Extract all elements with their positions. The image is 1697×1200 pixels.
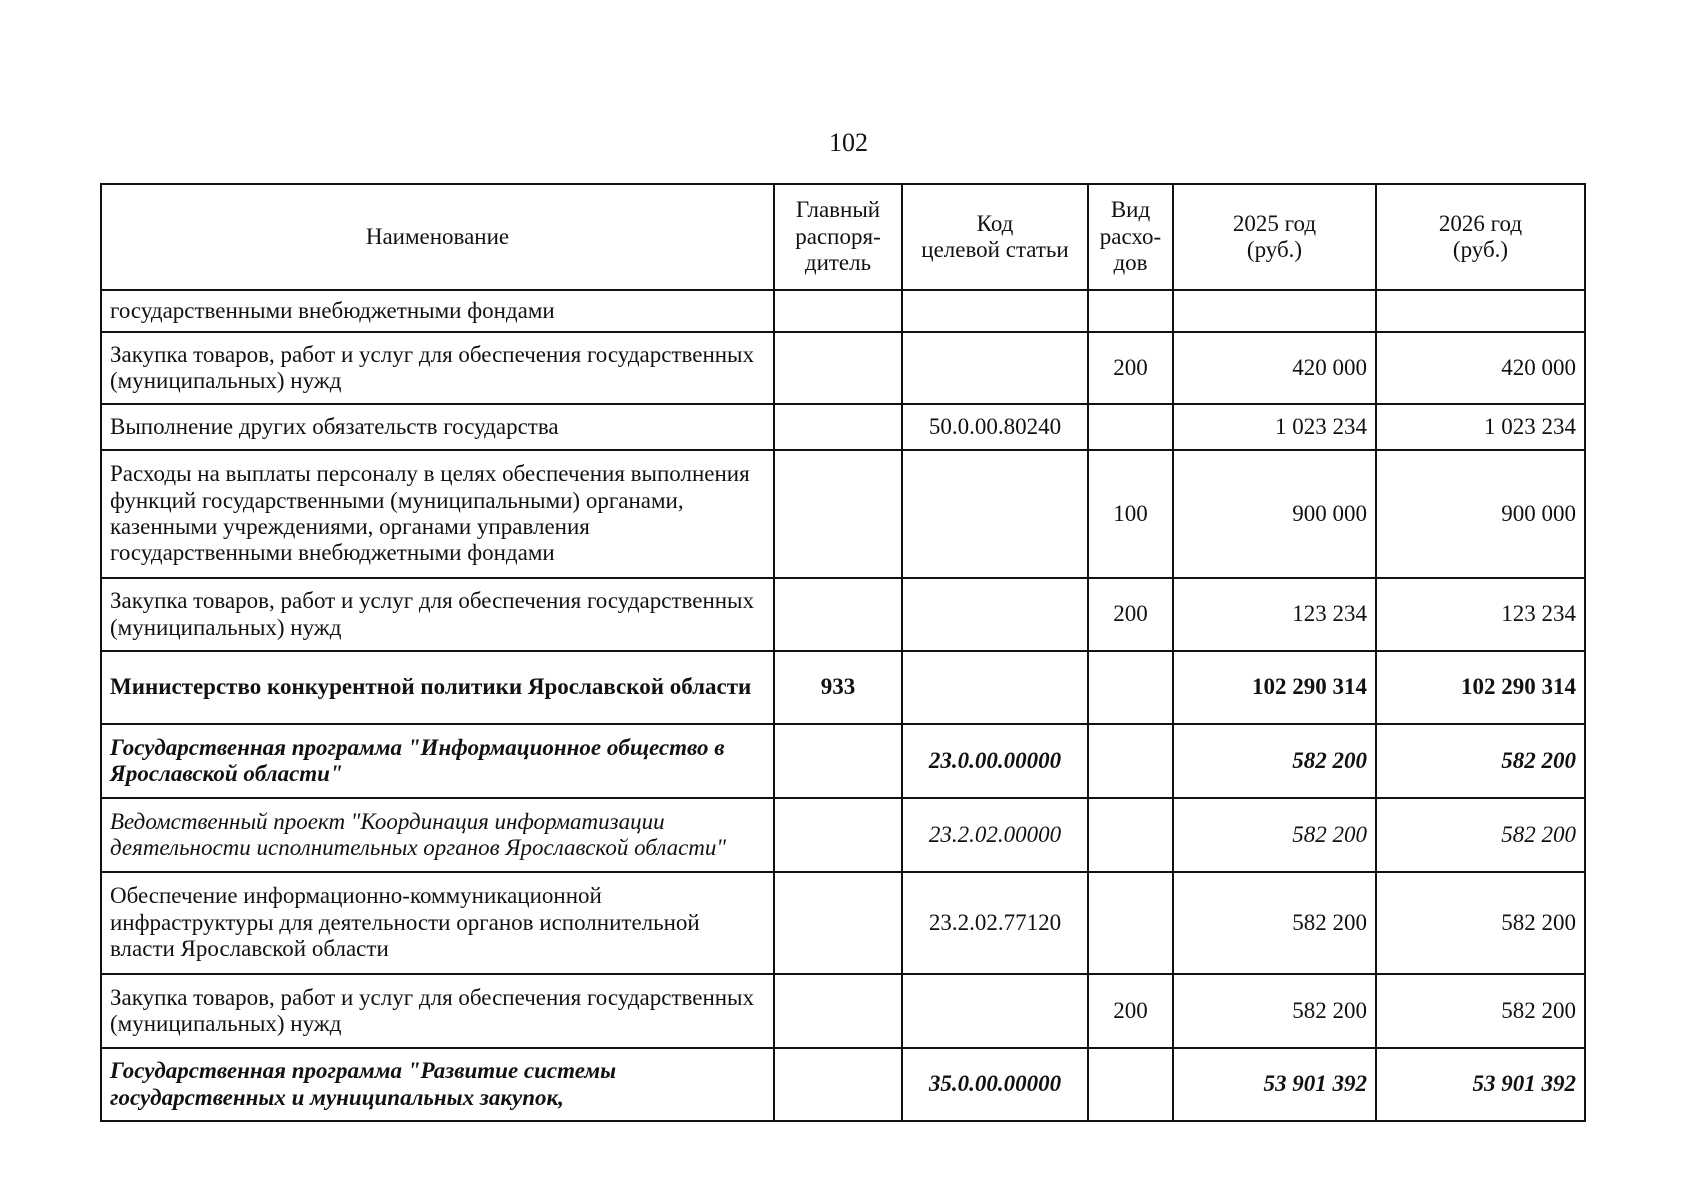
row-name: государственными внебюджетными фондами	[101, 290, 774, 332]
table-header-row	[101, 184, 1585, 290]
row-code	[902, 450, 1088, 578]
row-2026: 102 290 314	[1376, 651, 1585, 724]
row-code: 35.0.00.00000	[902, 1048, 1088, 1121]
table-row	[101, 404, 1585, 450]
row-2026: 582 200	[1376, 872, 1585, 974]
row-2025: 53 901 392	[1173, 1048, 1376, 1121]
header-manager: Главный распоря- дитель	[774, 184, 902, 290]
row-name: Ведомственный проект "Координация информатизации деятельности исполнительных органов Ярославской области"	[101, 798, 774, 872]
row-type	[1088, 404, 1173, 450]
table-row	[101, 290, 1585, 332]
row-type: 200	[1088, 578, 1173, 651]
header-name: Наименование	[101, 184, 774, 290]
row-name: Выполнение других обязательств государства	[101, 404, 774, 450]
row-code: 23.2.02.77120	[902, 872, 1088, 974]
table-row	[101, 450, 1585, 578]
row-code	[902, 578, 1088, 651]
row-code	[902, 290, 1088, 332]
row-code: 50.0.00.80240	[902, 404, 1088, 450]
budget-table	[100, 183, 1586, 1122]
table-row	[101, 724, 1585, 798]
row-2025: 582 200	[1173, 798, 1376, 872]
row-type: 200	[1088, 332, 1173, 404]
row-manager	[774, 1048, 902, 1121]
row-name: Министерство конкурентной политики Ярославской области	[101, 651, 774, 724]
row-manager	[774, 724, 902, 798]
row-2025: 102 290 314	[1173, 651, 1376, 724]
row-name: Государственная программа "Информационное общество в Ярославской области"	[101, 724, 774, 798]
header-code: Код целевой статьи	[902, 184, 1088, 290]
row-2025	[1173, 290, 1376, 332]
row-code	[902, 974, 1088, 1048]
row-manager	[774, 974, 902, 1048]
row-2026: 123 234	[1376, 578, 1585, 651]
row-type	[1088, 724, 1173, 798]
row-name: Расходы на выплаты персоналу в целях обеспечения выполнения функций государственными (муниципальными) органами, казенными учреждениями, органами управления государственными внебюджетными фондами	[101, 450, 774, 578]
row-type	[1088, 290, 1173, 332]
row-manager	[774, 798, 902, 872]
row-2025: 420 000	[1173, 332, 1376, 404]
row-2025: 582 200	[1173, 974, 1376, 1048]
table-row	[101, 578, 1585, 651]
row-manager	[774, 332, 902, 404]
row-name: Закупка товаров, работ и услуг для обеспечения государственных (муниципальных) нужд	[101, 974, 774, 1048]
table-row	[101, 872, 1585, 974]
row-2026: 582 200	[1376, 724, 1585, 798]
row-name: Государственная программа "Развитие системы государственных и муниципальных закупок,	[101, 1048, 774, 1121]
row-2026: 582 200	[1376, 798, 1585, 872]
row-type: 100	[1088, 450, 1173, 578]
row-code: 23.0.00.00000	[902, 724, 1088, 798]
header-2026: 2026 год (руб.)	[1376, 184, 1585, 290]
row-code	[902, 651, 1088, 724]
row-2026: 53 901 392	[1376, 1048, 1585, 1121]
page-number: 102	[829, 128, 868, 157]
table-row	[101, 332, 1585, 404]
table-row	[101, 1048, 1585, 1121]
row-name: Закупка товаров, работ и услуг для обеспечения государственных (муниципальных) нужд	[101, 332, 774, 404]
row-type: 200	[1088, 974, 1173, 1048]
row-name: Обеспечение информационно-коммуникационной инфраструктуры для деятельности органов исполнительной власти Ярославской области	[101, 872, 774, 974]
row-2025: 582 200	[1173, 724, 1376, 798]
row-2026	[1376, 290, 1585, 332]
table-row	[101, 798, 1585, 872]
row-2025: 123 234	[1173, 578, 1376, 651]
row-type	[1088, 1048, 1173, 1121]
header-type: Вид расхо- дов	[1088, 184, 1173, 290]
row-type	[1088, 651, 1173, 724]
row-type	[1088, 798, 1173, 872]
row-manager	[774, 578, 902, 651]
row-manager	[774, 404, 902, 450]
row-manager	[774, 290, 902, 332]
row-name: Закупка товаров, работ и услуг для обеспечения государственных (муниципальных) нужд	[101, 578, 774, 651]
row-type	[1088, 872, 1173, 974]
row-2026: 582 200	[1376, 974, 1585, 1048]
row-2025: 582 200	[1173, 872, 1376, 974]
row-code	[902, 332, 1088, 404]
row-2026: 900 000	[1376, 450, 1585, 578]
row-manager	[774, 450, 902, 578]
row-2026: 420 000	[1376, 332, 1585, 404]
table-row	[101, 974, 1585, 1048]
row-2026: 1 023 234	[1376, 404, 1585, 450]
row-2025: 900 000	[1173, 450, 1376, 578]
row-manager	[774, 872, 902, 974]
header-2025: 2025 год (руб.)	[1173, 184, 1376, 290]
row-manager: 933	[774, 651, 902, 724]
table-row	[101, 651, 1585, 724]
row-2025: 1 023 234	[1173, 404, 1376, 450]
row-code: 23.2.02.00000	[902, 798, 1088, 872]
